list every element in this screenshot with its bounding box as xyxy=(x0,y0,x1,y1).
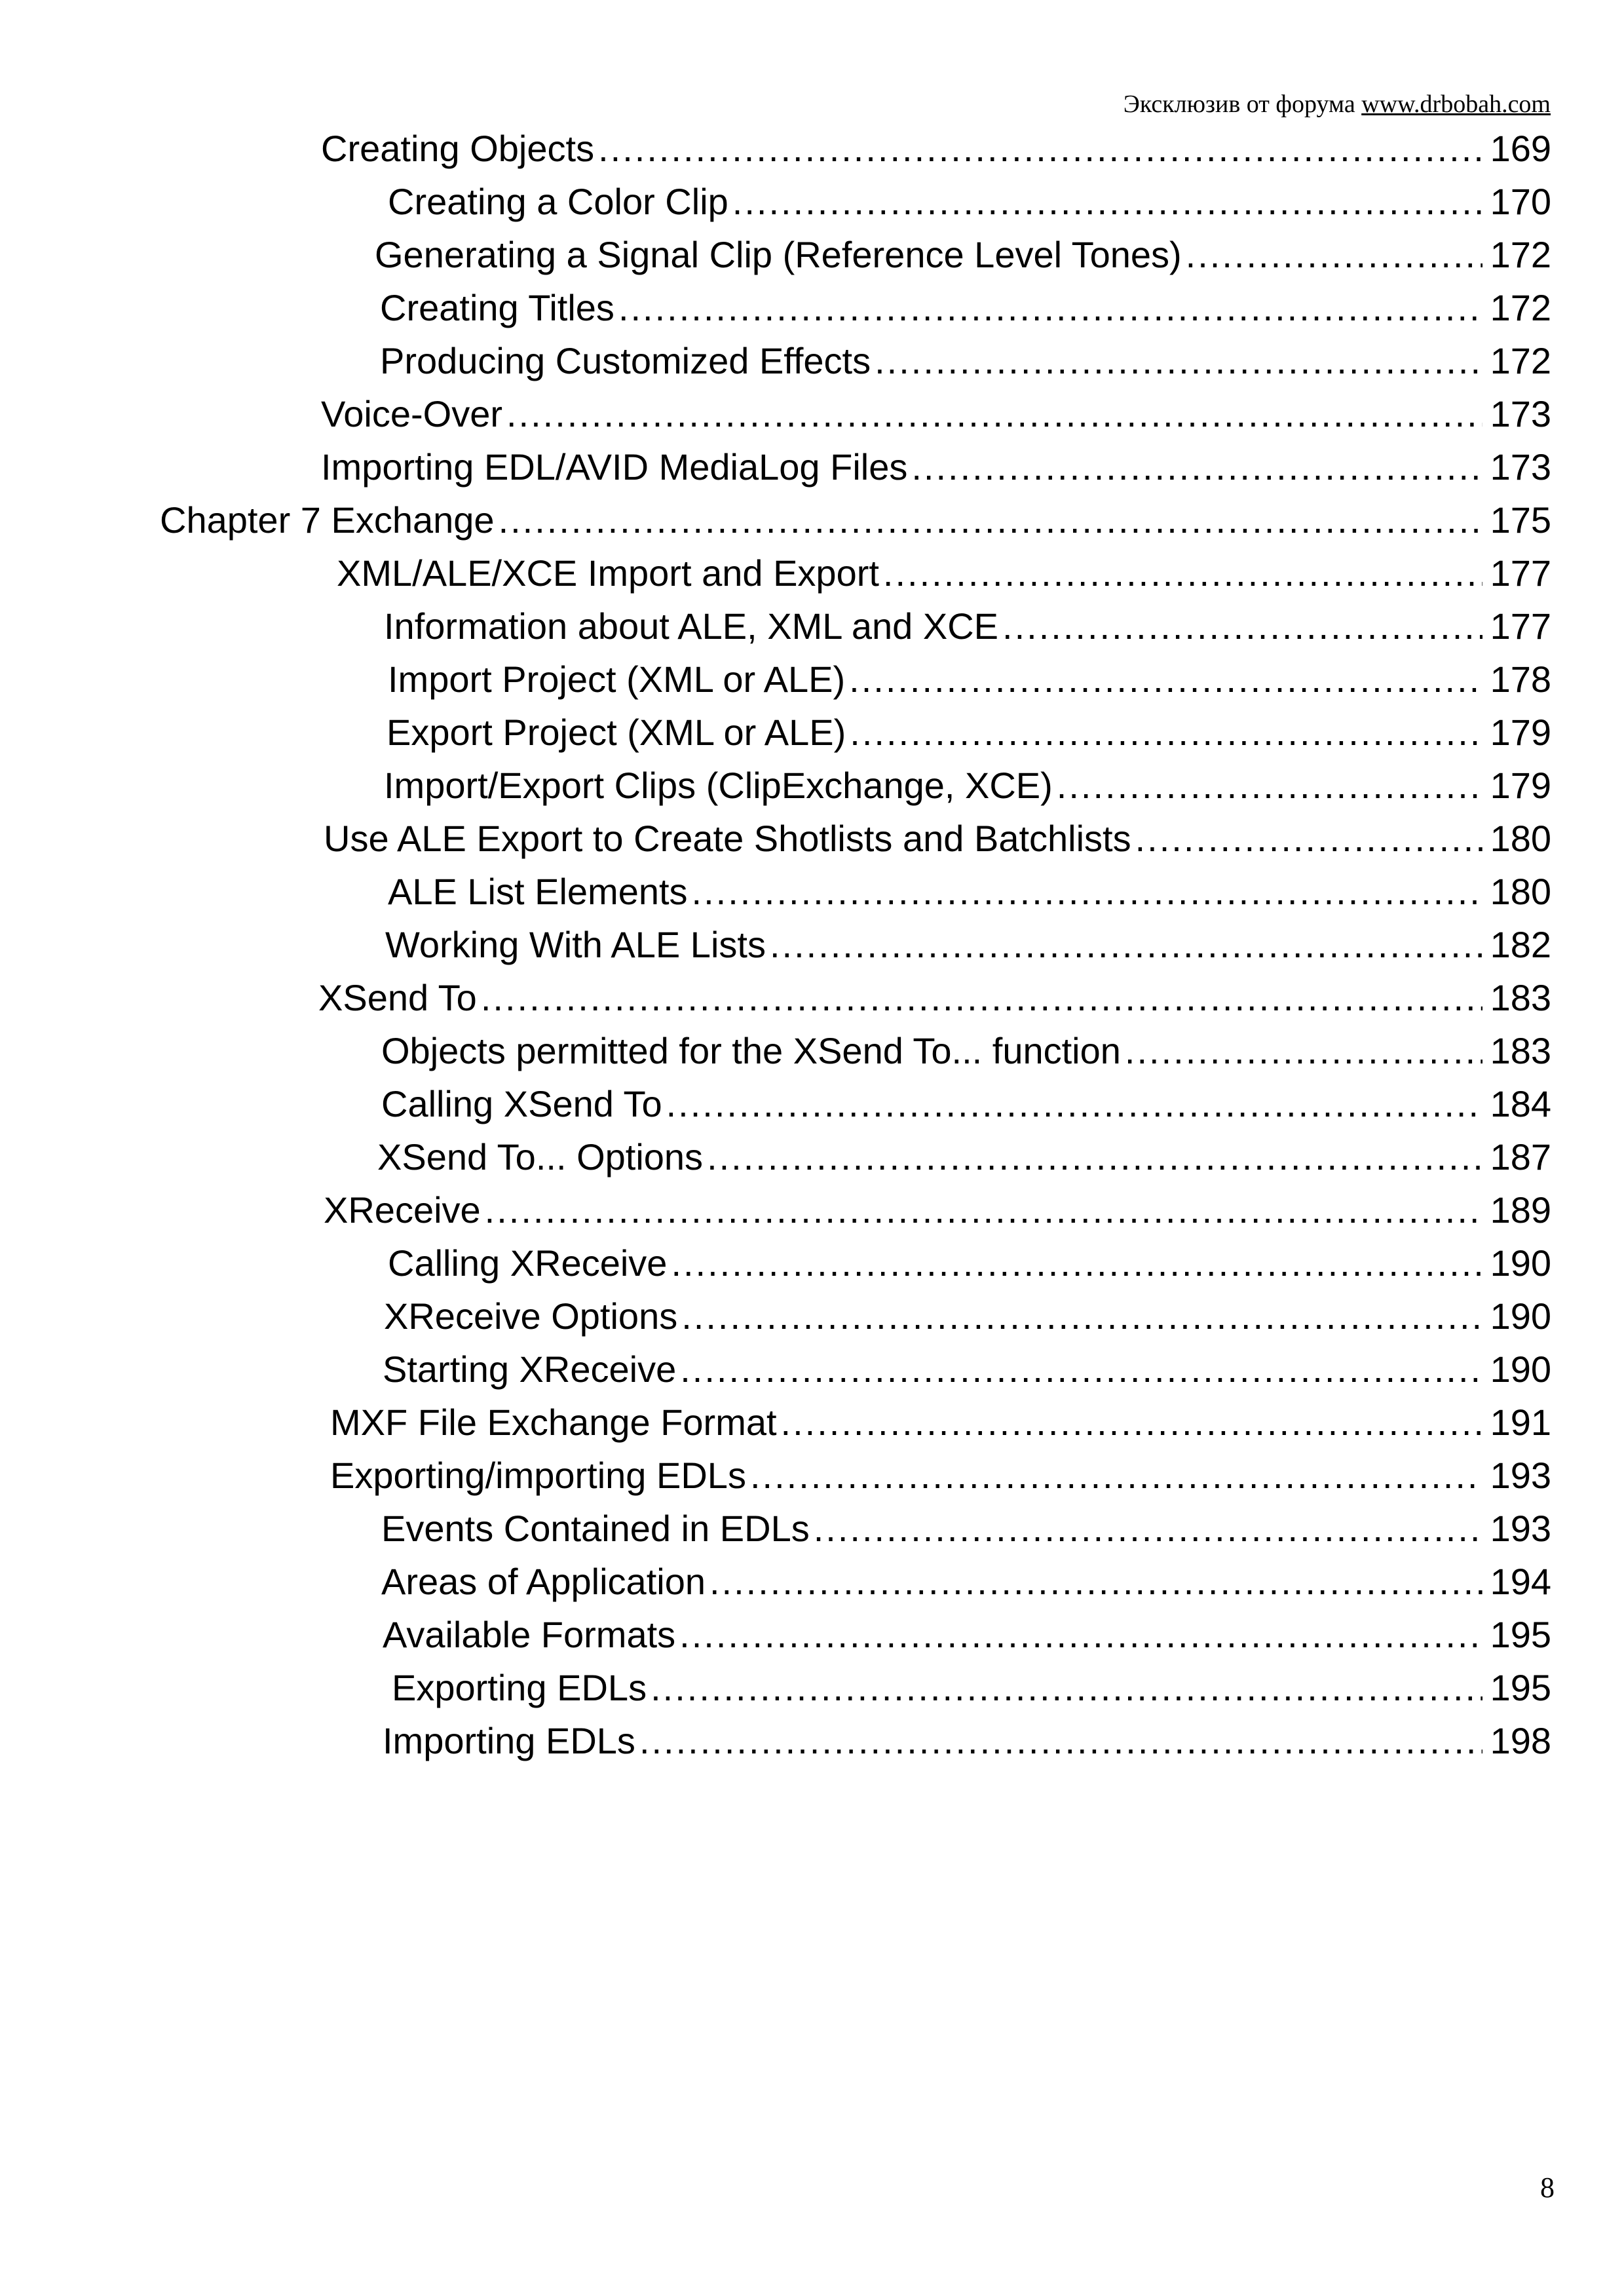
dot-leader xyxy=(1002,600,1482,653)
toc-entry-title: Starting XReceive xyxy=(383,1349,677,1390)
toc-entry[interactable] xyxy=(0,971,1624,1024)
toc-entry-page: 178 xyxy=(1490,659,1551,700)
header-prefix: Эксклюзив от форума xyxy=(1123,90,1355,118)
toc-entry-page: 187 xyxy=(1490,1136,1551,1177)
toc-entry[interactable] xyxy=(0,706,1624,759)
toc-entry-title: Import/Export Clips (ClipExchange, XCE) xyxy=(384,765,1053,806)
table-of-contents xyxy=(0,122,1624,1767)
toc-entry[interactable] xyxy=(0,918,1624,971)
toc-entry-title: Import Project (XML or ALE) xyxy=(388,659,846,700)
toc-entry-title: Calling XReceive xyxy=(388,1242,668,1284)
toc-entry[interactable] xyxy=(0,600,1624,653)
dot-leader xyxy=(911,440,1482,493)
toc-entry-page: 169 xyxy=(1490,128,1551,169)
toc-entry-title: XReceive xyxy=(324,1189,481,1231)
dot-leader xyxy=(679,1608,1482,1661)
toc-entry[interactable] xyxy=(0,1396,1624,1449)
toc-entry-title: MXF File Exchange Format xyxy=(330,1402,777,1443)
dot-leader xyxy=(666,1077,1482,1130)
dot-leader xyxy=(692,865,1482,918)
toc-entry-title: Voice-Over xyxy=(321,393,502,434)
toc-entry[interactable] xyxy=(0,546,1624,600)
toc-entry-title: Exporting EDLs xyxy=(392,1667,647,1708)
toc-entry-title: Available Formats xyxy=(383,1614,676,1655)
toc-entry[interactable] xyxy=(0,1236,1624,1290)
toc-entry[interactable] xyxy=(0,1661,1624,1714)
toc-entry[interactable] xyxy=(0,812,1624,865)
toc-entry-title: ALE List Elements xyxy=(388,871,688,912)
toc-entry-title: XSend To... Options xyxy=(377,1136,704,1177)
dot-leader xyxy=(849,653,1482,706)
toc-entry-page: 190 xyxy=(1490,1349,1551,1390)
toc-entry-title: Areas of Application xyxy=(381,1561,706,1602)
dot-leader xyxy=(709,1555,1482,1608)
toc-entry-title: Objects permitted for the XSend To... function xyxy=(381,1030,1121,1071)
toc-entry[interactable] xyxy=(0,865,1624,918)
page-header xyxy=(1124,92,1551,117)
header-site-link[interactable]: www.drbobah.com xyxy=(1361,90,1551,118)
toc-entry-page: 183 xyxy=(1490,977,1551,1018)
dot-leader xyxy=(814,1502,1482,1555)
toc-entry-title: Events Contained in EDLs xyxy=(381,1508,810,1549)
dot-leader xyxy=(883,546,1482,600)
toc-entry-title: Export Project (XML or ALE) xyxy=(387,712,846,753)
toc-entry[interactable] xyxy=(0,1290,1624,1343)
toc-entry-title: Creating a Color Clip xyxy=(388,181,728,222)
dot-leader xyxy=(481,971,1482,1024)
toc-entry[interactable] xyxy=(0,228,1624,281)
toc-entry-page: 180 xyxy=(1490,871,1551,912)
toc-entry-title: Use ALE Export to Create Shotlists and Batchlists xyxy=(324,818,1131,859)
toc-entry-page: 180 xyxy=(1490,818,1551,859)
toc-entry[interactable] xyxy=(0,334,1624,387)
toc-entry-page: 184 xyxy=(1490,1083,1551,1124)
toc-entry-page: 179 xyxy=(1490,765,1551,806)
dot-leader xyxy=(750,1449,1482,1502)
toc-entry[interactable] xyxy=(0,1077,1624,1130)
dot-leader xyxy=(681,1290,1482,1343)
toc-entry-page: 179 xyxy=(1490,712,1551,753)
dot-leader xyxy=(770,918,1482,971)
toc-entry-page: 198 xyxy=(1490,1720,1551,1761)
toc-entry[interactable] xyxy=(0,387,1624,440)
toc-entry-page: 170 xyxy=(1490,181,1551,222)
dot-leader xyxy=(875,334,1482,387)
toc-entry[interactable] xyxy=(0,122,1624,175)
toc-entry-page: 190 xyxy=(1490,1295,1551,1337)
toc-entry[interactable] xyxy=(0,1343,1624,1396)
dot-leader xyxy=(781,1396,1482,1449)
toc-entry-title: Information about ALE, XML and XCE xyxy=(384,605,999,647)
toc-entry[interactable] xyxy=(0,1130,1624,1183)
toc-entry-title: Chapter 7 Exchange xyxy=(160,499,495,541)
toc-entry-page: 172 xyxy=(1490,340,1551,381)
toc-entry-title: Working With ALE Lists xyxy=(385,924,766,965)
toc-entry[interactable] xyxy=(0,281,1624,334)
toc-entry-page: 190 xyxy=(1490,1242,1551,1284)
dot-leader xyxy=(499,493,1482,546)
toc-entry-page: 193 xyxy=(1490,1455,1551,1496)
toc-entry[interactable] xyxy=(0,1555,1624,1608)
toc-entry-title: Exporting/importing EDLs xyxy=(330,1455,746,1496)
toc-entry[interactable] xyxy=(0,1449,1624,1502)
dot-leader xyxy=(651,1661,1482,1714)
dot-leader xyxy=(1186,228,1482,281)
toc-entry-page: 191 xyxy=(1490,1402,1551,1443)
dot-leader xyxy=(732,175,1482,228)
dot-leader xyxy=(1125,1024,1482,1077)
toc-entry-page: 173 xyxy=(1490,393,1551,434)
toc-entry-page: 189 xyxy=(1490,1189,1551,1231)
toc-entry-title: Calling XSend To xyxy=(381,1083,662,1124)
toc-entry[interactable] xyxy=(0,1502,1624,1555)
toc-entry-title: XSend To xyxy=(318,977,477,1018)
dot-leader xyxy=(707,1130,1482,1183)
toc-entry-page: 182 xyxy=(1490,924,1551,965)
toc-entry-page: 175 xyxy=(1490,499,1551,541)
toc-entry[interactable] xyxy=(0,759,1624,812)
toc-entry-page: 172 xyxy=(1490,287,1551,328)
dot-leader xyxy=(598,122,1482,175)
toc-entry-page: 194 xyxy=(1490,1561,1551,1602)
toc-entry-title: Creating Objects xyxy=(321,128,595,169)
toc-entry-page: 183 xyxy=(1490,1030,1551,1071)
dot-leader xyxy=(850,706,1482,759)
page-number: 8 xyxy=(1540,2172,1555,2204)
toc-entry-title: XReceive Options xyxy=(384,1295,678,1337)
toc-entry-page: 173 xyxy=(1490,446,1551,488)
toc-entry[interactable] xyxy=(0,1183,1624,1236)
toc-entry-page: 172 xyxy=(1490,234,1551,275)
toc-entry-page: 195 xyxy=(1490,1614,1551,1655)
dot-leader xyxy=(671,1236,1482,1290)
dot-leader xyxy=(1135,812,1482,865)
toc-entry[interactable] xyxy=(0,653,1624,706)
toc-entry-title: Producing Customized Effects xyxy=(380,340,871,381)
toc-entry[interactable] xyxy=(0,1714,1624,1767)
toc-entry[interactable] xyxy=(0,493,1624,546)
toc-entry[interactable] xyxy=(0,1608,1624,1661)
toc-entry-title: Importing EDL/AVID MediaLog Files xyxy=(321,446,908,488)
toc-entry[interactable] xyxy=(0,440,1624,493)
toc-entry-page: 177 xyxy=(1490,605,1551,647)
toc-entry[interactable] xyxy=(0,175,1624,228)
dot-leader xyxy=(680,1343,1482,1396)
dot-leader xyxy=(506,387,1482,440)
dot-leader xyxy=(485,1183,1482,1236)
toc-entry-page: 177 xyxy=(1490,552,1551,594)
toc-entry-page: 195 xyxy=(1490,1667,1551,1708)
toc-entry-title: Importing EDLs xyxy=(383,1720,635,1761)
toc-entry-title: Generating a Signal Clip (Reference Level Tones) xyxy=(375,234,1182,275)
dot-leader xyxy=(1057,759,1482,812)
toc-entry-title: XML/ALE/XCE Import and Export xyxy=(337,552,879,594)
dot-leader xyxy=(618,281,1482,334)
toc-entry-title: Creating Titles xyxy=(380,287,614,328)
toc-entry[interactable] xyxy=(0,1024,1624,1077)
dot-leader xyxy=(639,1714,1482,1767)
toc-entry-page: 193 xyxy=(1490,1508,1551,1549)
